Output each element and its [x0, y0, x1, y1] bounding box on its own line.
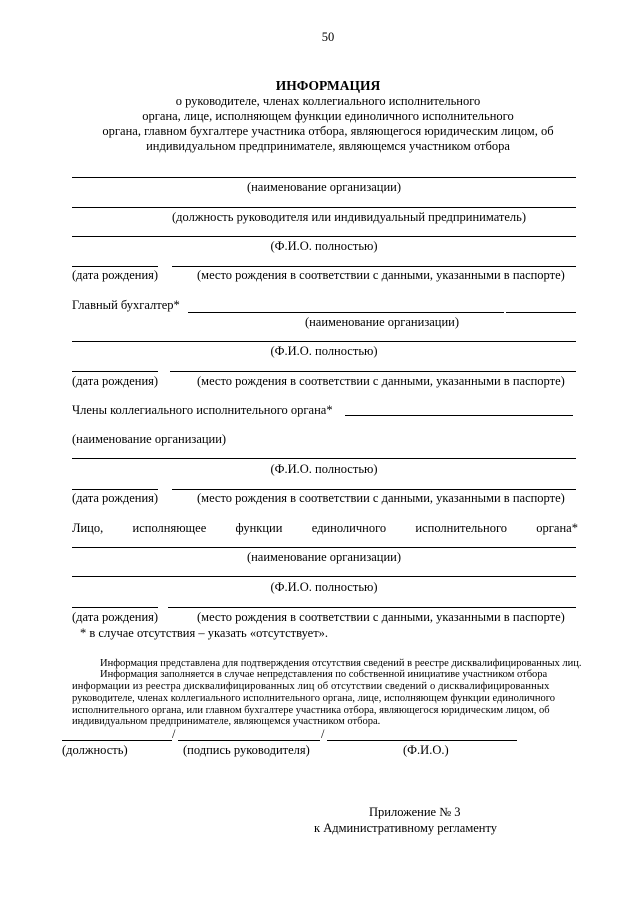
head-birth-place-field[interactable] — [172, 266, 576, 267]
note-line-2: Информация заполняется в случае непредставления по собственной инициативе участником отбора — [100, 669, 548, 680]
chief-accountant-birth-place-caption: (место рождения в соответствии с данными, указанными в паспорте) — [197, 374, 565, 388]
head-birth-place-caption: (место рождения в соответствии с данными, указанными в паспорте) — [197, 268, 565, 282]
chief-accountant-name-field[interactable] — [72, 341, 576, 342]
sole-exec-word: исполнительного — [415, 521, 508, 535]
signature-sign-field[interactable] — [178, 740, 320, 741]
chief-accountant-birth-date-caption: (дата рождения) — [72, 374, 159, 388]
signature-separator: / — [172, 727, 176, 741]
note-line-1: Информация представлена для подтверждения отсутствия сведений в реестре дисквалифицированных лиц. — [100, 658, 582, 669]
sole-executive-label — [72, 521, 578, 536]
board-members-field[interactable] — [345, 415, 573, 416]
head-full-name-caption: (Ф.И.О. полностью) — [270, 239, 378, 253]
signature-sign-caption: (подпись руководителя) — [183, 743, 310, 757]
note-line-3: информации из реестра дисквалифицированных лиц об отсутствии сведений о дисквалифицированных — [72, 681, 550, 692]
chief-accountant-birth-date-field[interactable] — [72, 371, 158, 372]
chief-accountant-birth-place-field[interactable] — [170, 371, 576, 372]
sole-exec-org-caption: (наименование организации) — [246, 550, 402, 564]
chief-accountant-org-field-tail[interactable] — [506, 312, 576, 313]
sole-exec-word: Лицо, — [72, 521, 104, 535]
board-name-field[interactable] — [72, 458, 576, 459]
board-members-label: Члены коллегиального исполнительного органа* — [72, 403, 333, 417]
chief-accountant-label: Главный бухгалтер* — [72, 298, 180, 312]
board-name-caption: (Ф.И.О. полностью) — [270, 462, 378, 476]
sole-exec-word: единоличного — [311, 521, 387, 535]
note-line-4: руководителе, членах коллегиального исполнительного органа, лице, исполняющем функции единоличного — [72, 693, 556, 704]
signature-position-caption: (должность) — [62, 743, 128, 757]
sole-exec-name-caption: (Ф.И.О. полностью) — [270, 580, 378, 594]
footnote: * в случае отсутствия – указать «отсутствует». — [80, 626, 329, 640]
sole-exec-birth-date-caption: (дата рождения) — [72, 610, 159, 624]
org-name-caption: (наименование организации) — [246, 180, 402, 194]
org-name-field[interactable] — [72, 177, 576, 178]
sole-exec-name-field[interactable] — [72, 576, 576, 577]
note-line-6: индивидуальном предпринимателе, являющемся участником отбора. — [72, 716, 381, 727]
chief-accountant-org-field[interactable] — [188, 312, 504, 313]
board-birth-date-field[interactable] — [72, 489, 158, 490]
board-birth-date-caption: (дата рождения) — [72, 491, 159, 505]
document-title: ИНФОРМАЦИЯ — [275, 78, 381, 93]
sole-exec-birth-place-caption: (место рождения в соответствии с данными, указанными в паспорте) — [197, 610, 565, 624]
header-line-1: о руководителе, членах коллегиального исполнительного — [175, 94, 481, 108]
head-position-field[interactable] — [72, 207, 576, 208]
signature-position-field[interactable] — [62, 740, 172, 741]
board-birth-place-field[interactable] — [172, 489, 576, 490]
header-line-2: органа, лице, исполняющем функции единоличного исполнительного — [142, 109, 514, 123]
sole-exec-word: органа* — [536, 521, 578, 535]
head-birth-date-caption: (дата рождения) — [72, 268, 159, 282]
sole-exec-word: функции — [235, 521, 283, 535]
head-birth-date-field[interactable] — [72, 266, 158, 267]
signature-separator: / — [321, 727, 325, 741]
signature-name-field[interactable] — [327, 740, 517, 741]
head-full-name-field[interactable] — [72, 236, 576, 237]
chief-accountant-name-caption: (Ф.И.О. полностью) — [270, 344, 378, 358]
sole-exec-word: исполняющее — [132, 521, 207, 535]
sole-exec-org-field[interactable] — [72, 547, 576, 548]
sole-exec-birth-place-field[interactable] — [168, 607, 576, 608]
appendix-title: Приложение № 3 — [369, 805, 461, 819]
page-number: 50 — [321, 30, 335, 44]
head-position-caption: (должность руководителя или индивидуальный предприниматель) — [172, 210, 527, 224]
chief-accountant-org-caption: (наименование организации) — [304, 315, 460, 329]
sole-exec-birth-date-field[interactable] — [72, 607, 158, 608]
note-line-5: исполнительного органа, или главном бухгалтере участника отбора, являющегося юридическим лицом, об — [72, 705, 550, 716]
appendix-subtitle: к Административному регламенту — [314, 821, 498, 835]
header-line-4: индивидуальном предпринимателе, являющемся участником отбора — [146, 139, 510, 153]
board-birth-place-caption: (место рождения в соответствии с данными, указанными в паспорте) — [197, 491, 565, 505]
header-line-3: органа, главном бухгалтере участника отбора, являющегося юридическим лицом, об — [102, 124, 554, 138]
signature-name-caption: (Ф.И.О.) — [403, 743, 449, 757]
board-org-name-caption: (наименование организации) — [72, 432, 227, 446]
